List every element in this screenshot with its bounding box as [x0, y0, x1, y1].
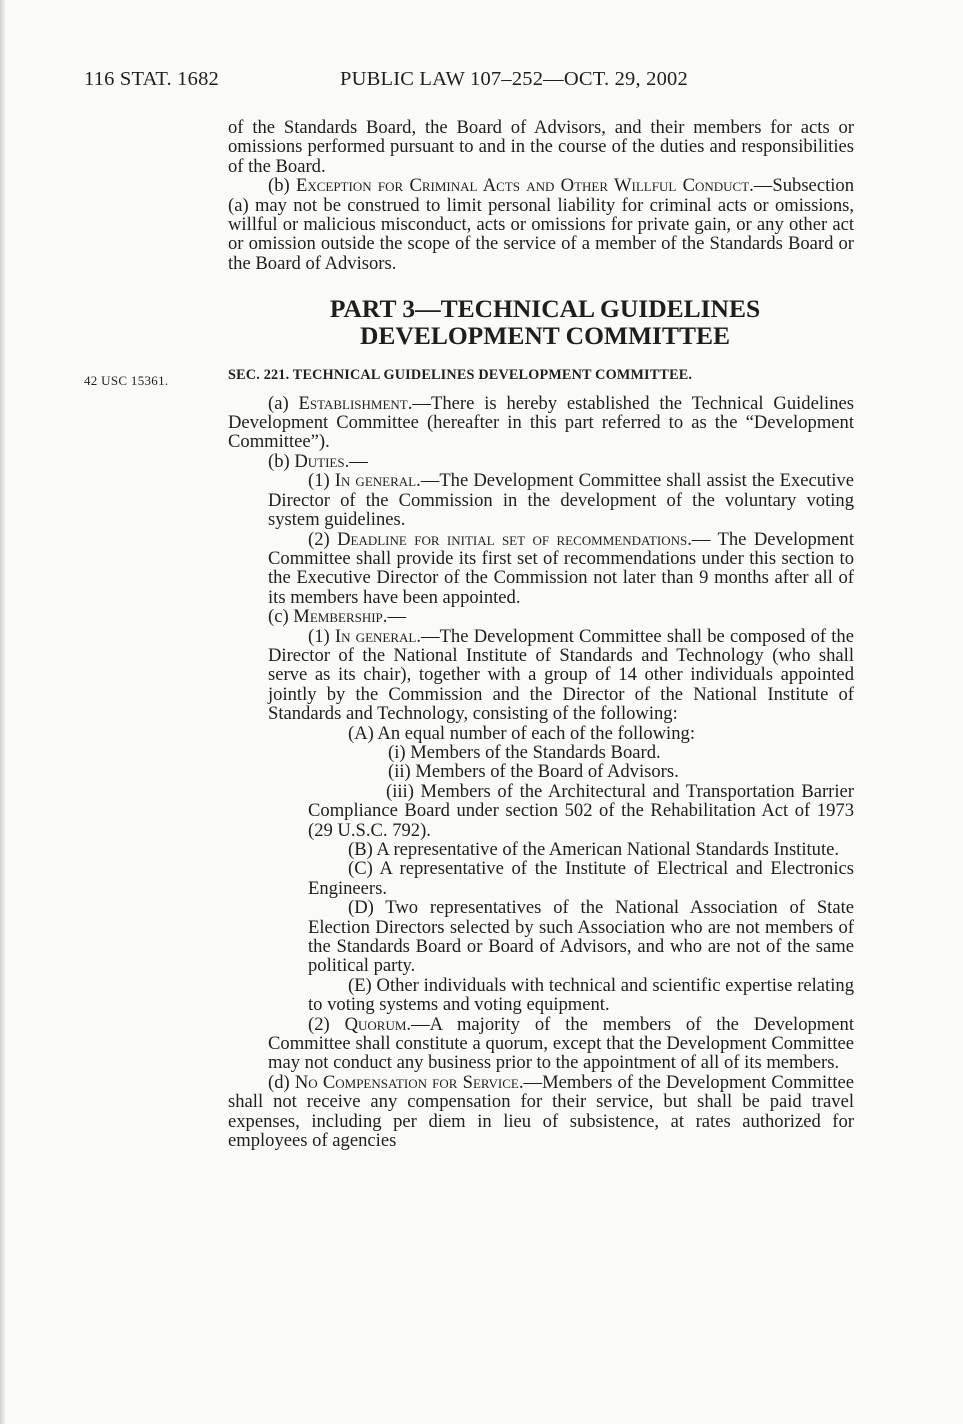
subsection-c-membership — [228, 607, 854, 626]
paragraph-marker: (1) — [308, 470, 335, 492]
subsection-heading: No Compensation for Service. — [294, 1071, 524, 1093]
subparagraph-a: (A) An equal number of each of the following: — [348, 722, 695, 744]
paragraph-marker: (1) — [308, 625, 335, 647]
subparagraph-e: (E) Other individuals with technical and scientific expertise relating to voting systems and voting equipment. — [308, 974, 854, 1016]
public-law-citation: PUBLIC LAW 107–252—OCT. 29, 2002 — [340, 68, 688, 90]
body-text — [228, 118, 854, 1151]
clause-i: (i) Members of the Standards Board. — [388, 741, 661, 763]
subsection-marker: (c) — [268, 606, 294, 628]
subsection-marker: (b) — [268, 175, 296, 197]
paragraph-heading: Deadline for initial set of recommendations. — [337, 528, 692, 550]
subsection-text: —Members of the Development Committee shall not receive any compensation for their service, but shall be paid travel expenses, including per diem in lieu of subsistence, at rates authorized for employees of agencies — [228, 1071, 854, 1152]
section-heading: SEC. 221. TECHNICAL GUIDELINES DEVELOPMENT COMMITTEE. — [228, 367, 693, 384]
part-heading-line-1: PART 3—TECHNICAL GUIDELINES — [329, 294, 761, 324]
paragraph-marker: (2) — [308, 528, 338, 550]
paragraph-marker: (2) — [308, 1013, 345, 1035]
subparagraph-b: (B) A representative of the American National Standards Institute. — [348, 839, 840, 860]
paragraph-2-deadline — [228, 530, 854, 608]
subsection-heading: Membership. — [293, 606, 388, 628]
subsection-dash: — — [349, 450, 368, 472]
continued-paragraph: of the Standards Board, the Board of Advisors, and their members for acts or omissions performed pursuant to and in the course of the duties and responsibilities of the Board. — [228, 117, 854, 177]
subsection-heading: Duties. — [294, 450, 350, 472]
subparagraph-d: (D) Two representatives of the National Association of State Election Directors selected by such Association who are not members of the Standards Board or Board of Advisors, and who are not of the same political party. — [308, 897, 854, 977]
subsection-marker: (b) — [268, 450, 295, 472]
usc-margin-note: 42 USC 15361. — [84, 373, 169, 388]
paragraph-1-in-general — [228, 471, 854, 529]
paragraph-2-quorum — [228, 1015, 854, 1073]
subparagraph-c: (C) A representative of the Institute of Electrical and Electronics Engineers. — [308, 858, 854, 899]
subsection-heading: Exception for Criminal Acts and Other Willful Conduct. — [295, 175, 754, 197]
paragraph-heading: In general. — [334, 470, 421, 492]
page-binding-edge — [0, 0, 6, 1424]
subsection-a-establishment — [228, 394, 854, 452]
paragraph-heading: Quorum. — [344, 1013, 412, 1035]
paragraph-text: —The Development Committee shall be composed of the Director of the National Institute of Standards and Technology (who shall serve as its chair), together with a group of 14 other individuals appointed jointly by the Commission and the Director of the National Institute of Standards and Technology, consisting of the following: — [268, 625, 854, 725]
part-heading — [228, 295, 854, 349]
clause-ii: (ii) Members of the Board of Advisors. — [388, 761, 679, 783]
subsection-text: —There is hereby established the Technical Guidelines Development Committee (hereafter in this part referred to as the “Development Committee”). — [228, 392, 854, 453]
statute-page-number: 116 STAT. 1682 — [84, 68, 219, 90]
part-heading-line-2: DEVELOPMENT COMMITTEE — [359, 321, 731, 351]
subsection-text: —Subsection (a) may not be construed to limit personal liability for criminal acts or omissions, willful or malicious misconduct, acts or omissions for private gain, or any other act or omission outside the scope of the service of a member of the Standards Board or the Board of Advisors. — [228, 175, 854, 274]
subsection-b-exception — [228, 176, 854, 273]
subsection-marker: (a) — [268, 392, 299, 414]
paragraph-text: — The Development Committee shall provide its first set of recommendations under this section to the Executive Director of the Commission not later than 9 months after all of its members have been appointed. — [268, 528, 854, 608]
subsection-dash: — — [387, 606, 407, 628]
paragraph-text: —The Development Committee shall assist the Executive Director of the Commission in the development of the voluntary voting system guidelines. — [268, 470, 854, 531]
subsection-marker: (d) — [268, 1071, 295, 1093]
subsection-d-compensation — [228, 1073, 854, 1151]
subsection-heading: Establishment. — [298, 392, 413, 414]
subsection-b-duties — [228, 452, 854, 471]
paragraph-text: —A majority of the members of the Development Committee shall constitute a quorum, except that the Development Committee may not conduct any business prior to the appointment of all of its members. — [268, 1013, 854, 1074]
clause-iii: (iii) Members of the Architectural and Transportation Barrier Compliance Board under section 502 of the Rehabilitation Act of 1973 (29 U.S.C. 792). — [308, 780, 854, 841]
paragraph-1-membership-general — [228, 627, 854, 724]
paragraph-heading: In general. — [334, 625, 421, 647]
